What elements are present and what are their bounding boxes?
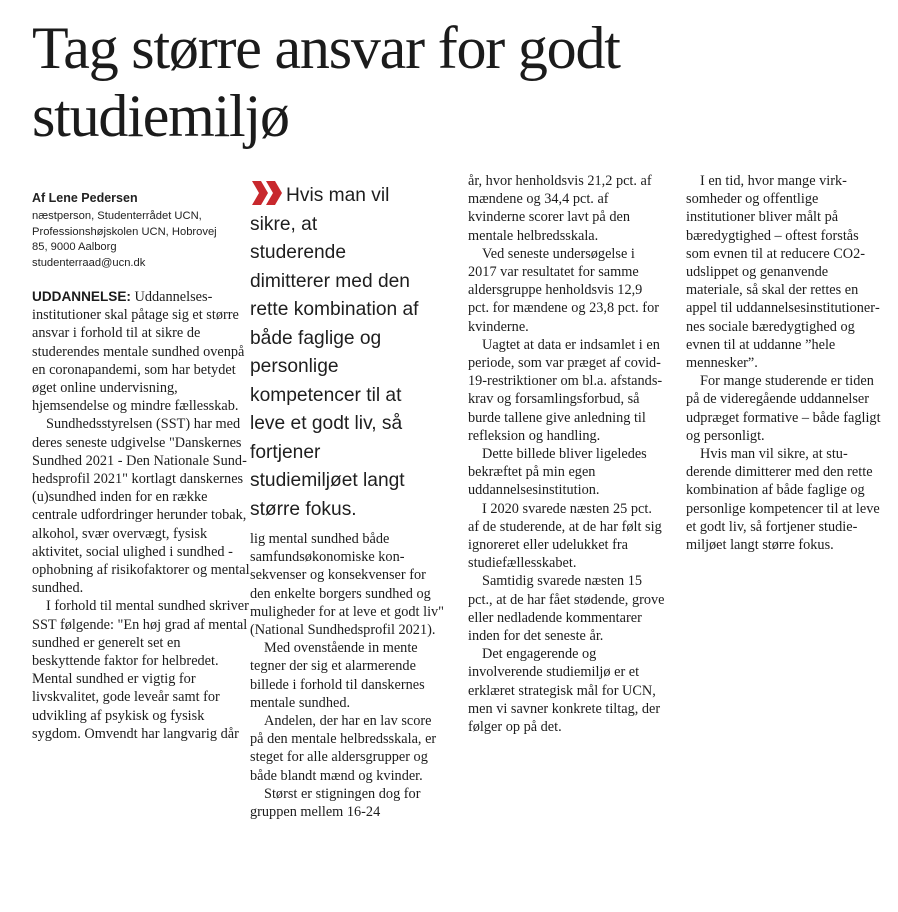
article-column-2 bbox=[250, 530, 446, 821]
byline bbox=[32, 190, 244, 271]
pull-quote-line bbox=[250, 180, 450, 211]
pull-quote bbox=[250, 180, 450, 524]
article-paragraph: år, hvor henholdsvis 21,2 pct. af mændene og 34,4 pct. af kvinderne scorer lavt på den mentale helbredsskala. bbox=[468, 173, 652, 244]
article-column-1 bbox=[32, 288, 250, 743]
byline-author: Af Lene Pedersen bbox=[32, 191, 138, 205]
pull-quote-line: større fokus. bbox=[250, 498, 357, 520]
section-lead-label: UDDANNELSE: bbox=[32, 289, 131, 304]
pull-quote-line: studerende bbox=[250, 242, 347, 263]
byline-info bbox=[32, 209, 244, 271]
double-chevron-quote-icon bbox=[250, 180, 284, 206]
pull-quote-line: leve et godt liv, så bbox=[250, 413, 403, 434]
article-paragraph: I forhold til mental sundhed skriver SST følgende: "En høj grad af mental sundhed er generelt set en beskyttende faktor for helbredet. Mental sundhed er vigtig for livskvalitet, gode leveår samt for udvikling af psykisk og fysisk sygdom. Omvendt har langvarig dår bbox=[32, 598, 249, 742]
article-column-4 bbox=[686, 172, 882, 554]
pull-quote-line: dimitterer med den bbox=[250, 270, 410, 292]
article-paragraph: Andelen, der har en lav score på den mentale helbredsskala, er steget for alle aldersgrupper og både blandt mænd og kvinder. bbox=[250, 713, 437, 784]
article-paragraph: Med ovenstående in mente tegner der sig et alarmerende billede i forhold til danskernes mentale sundhed. bbox=[250, 640, 425, 711]
pull-quote-line: personlige bbox=[250, 356, 339, 377]
article-paragraph: Dette billede bliver ligeledes bekræftet på min egen uddannelsesinstitution. bbox=[468, 446, 647, 499]
pull-quote-line: både faglige og bbox=[250, 327, 382, 349]
article-paragraph: I 2020 svarede næsten 25 pct. af de studerende, at de har følt sig ignoreret eller udelukket fra studiefællesskabet. bbox=[468, 500, 662, 572]
pull-quote-line: sikre, at bbox=[250, 213, 318, 235]
article-paragraph: Samtidig svarede næsten 15 pct., at de har fået stødende, grove eller nedladende kommentarer inden for det seneste år. bbox=[468, 573, 665, 645]
byline-info-line: næstperson, Studenterrådet UCN, bbox=[32, 210, 202, 222]
byline-info-email: studenterraad@ucn.dk bbox=[32, 256, 146, 269]
article-paragraph: Hvis man vil sikre, at studerende dimitterer med den rette kombination af både faglige og personlige kompetencer til at leve et godt liv, så fortjener studiemiljøet langt større fokus. bbox=[686, 446, 880, 554]
article-paragraph: I en tid, hvor mange virksomheder og offentlige institutioner bliver målt på bæredygtighed – oftest forstås som evnen til at reducere CO2-udslippet og genanvende materiale, så skal der rettes en appel til uddannelsesinstitutionernes sociale bæredygtighed og evnen til at uddanne ”hele mennesker”. bbox=[686, 173, 880, 372]
article-paragraph: Det engagerende og involverende studiemiljø er et erklæret strategisk mål for UCN, men vi savner konkrete tiltag, der følger op på det. bbox=[468, 646, 661, 736]
article-paragraph: Størst er stigningen dog for gruppen mellem 16-24 bbox=[250, 785, 421, 821]
lead-paragraph-text: Uddannelsesinstitutioner skal påtage sig et større ansvar i forhold til at sikre de studerendes mentale sundhed ovenpå en coronapandemi, som har betydet øget online undervisning, hjemsendelse og mindre fællesskab. bbox=[32, 289, 245, 415]
article-paragraph: Uagtet at data er indsamlet i en periode, som var præget af covid-19-restriktioner om bl.a. afstandskrav og forsamlingsforbud, så burde tallene give anledning til refleksion og handling. bbox=[468, 336, 663, 444]
pull-quote-line: rette kombination af bbox=[250, 299, 419, 320]
article-paragraph: For mange studerende er tiden på de videregående uddannelser udpræget formative – både fagligt og personligt. bbox=[686, 373, 881, 444]
article-headline: Tag større ansvar for godt studiemiljø bbox=[32, 15, 620, 149]
article-paragraph: Sundhedsstyrelsen (SST) har med deres seneste udgivelse "Danskernes Sundhed 2021 - Den Nationale Sundhedsprofil 2021" kortlagt danskernes (u)sundhed inden for en række centrale udfordringer herunder tobak, alkohol, svær overvægt, fysisk aktivitet, social ulighed i sundhed - ophobning af risikofaktorer og mental sundhed. bbox=[32, 416, 250, 597]
article-paragraph: lig mental sundhed både samfundsøkonomiske konsekvenser og konsekvenser for den enkelte borgers sundhed og muligheder for at leve et godt liv" (National Sundhedsprofil 2021). bbox=[250, 531, 445, 639]
pull-quote-line: studiemiljøet langt bbox=[250, 470, 405, 491]
pull-quote-line: kompetencer til at bbox=[250, 384, 402, 406]
pull-quote-text: Hvis man vil bbox=[286, 185, 390, 206]
byline-info-line: Professionshøjskolen UCN, Hobrovej bbox=[32, 225, 217, 238]
byline-info-line: 85, 9000 Aalborg bbox=[32, 241, 117, 253]
article-paragraph: Ved seneste undersøgelse i 2017 var resultatet for samme aldersgruppe henholdsvis 12,9 pct. for mændene og 23,8 pct. for kvinderne. bbox=[468, 245, 659, 335]
article-column-3 bbox=[468, 172, 666, 736]
pull-quote-line: fortjener bbox=[250, 441, 321, 463]
article-paragraph bbox=[32, 288, 250, 415]
